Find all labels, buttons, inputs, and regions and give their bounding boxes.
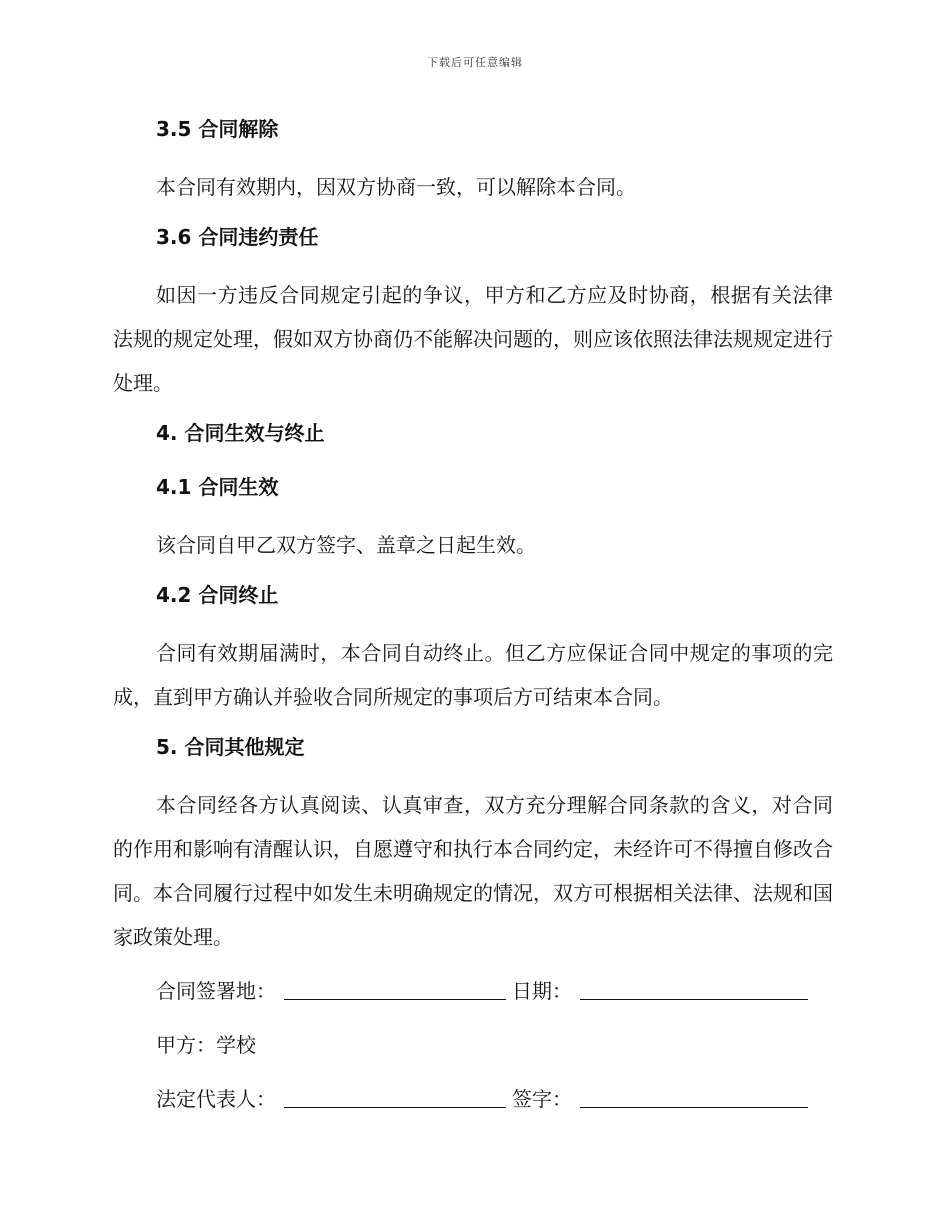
signature-rep-line	[156, 1077, 833, 1121]
section-text-5: 本合同经各方认真阅读、认真审查，双方充分理解合同条款的含义，对合同的作用和影响有清醒认识，自愿遵守和执行本合同约定，未经许可不得擅自修改合同。本合同履行过程中如发生未明确规定的情况，双方可根据相关法律、法规和国家政策处理。	[113, 793, 833, 949]
party-a-line: 甲方：学校	[156, 1033, 256, 1057]
signature-place-label: 合同签署地：	[156, 979, 276, 1003]
section-heading-4: 4. 合同生效与终止	[156, 421, 325, 445]
section-text-4-2: 合同有效期届满时，本合同自动终止。但乙方应保证合同中规定的事项的完成，直到甲方确认并验收合同所规定的事项后方可结束本合同。	[113, 641, 833, 709]
header-note: 下载后可任意编辑	[427, 56, 523, 69]
section-heading-5: 5. 合同其他规定	[156, 735, 305, 759]
section-heading-3-6: 3.6 合同违约责任	[156, 225, 319, 249]
signature-date-label: 日期：	[512, 979, 572, 1003]
signature-rep-blank	[284, 1089, 506, 1108]
signature-date-blank	[580, 981, 808, 1000]
section-heading-4-2: 4.2 合同终止	[156, 583, 279, 607]
document-body	[113, 111, 833, 1121]
section-text-4-1: 该合同自甲乙双方签字、盖章之日起生效。	[156, 533, 536, 557]
signature-rep-label: 法定代表人：	[156, 1087, 276, 1111]
section-text-3-5: 本合同有效期内，因双方协商一致，可以解除本合同。	[156, 175, 636, 199]
section-text-3-6: 如因一方违反合同规定引起的争议，甲方和乙方应及时协商，根据有关法律法规的规定处理，假如双方协商仍不能解决问题的，则应该依照法律法规规定进行处理。	[113, 283, 833, 395]
signature-place-blank	[284, 981, 506, 1000]
section-heading-4-1: 4.1 合同生效	[156, 475, 279, 499]
signature-sign-label: 签字：	[512, 1087, 572, 1111]
section-heading-3-5: 3.5 合同解除	[156, 117, 279, 141]
signature-sign-blank	[580, 1089, 808, 1108]
signature-place-line	[156, 969, 833, 1013]
